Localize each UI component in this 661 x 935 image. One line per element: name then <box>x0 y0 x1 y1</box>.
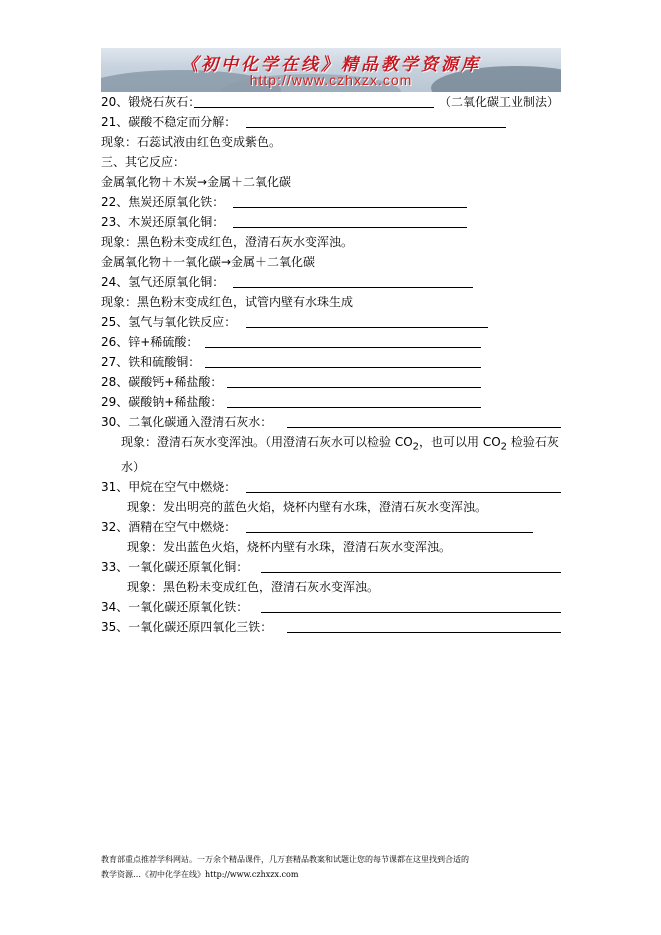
exercise-27 <box>101 352 563 372</box>
phenomenon-23: 现象：黑色粉未变成红色，澄清石灰水变浑浊。 <box>101 235 354 249</box>
exercise-31 <box>101 477 563 497</box>
exercise-note: （二氧化碳工业制法） <box>439 95 560 109</box>
exercise-label: 20、锻烧石灰石： <box>101 95 201 109</box>
answer-blank[interactable] <box>287 632 561 633</box>
exercise-label: 22、焦炭还原氧化铁： <box>101 195 225 209</box>
exercise-20 <box>101 92 563 112</box>
exercise-label: 30、二氧化碳通入澄清石灰水： <box>101 415 273 429</box>
phenomenon-33: 现象：黑色粉未变成红色，澄清石灰水变浑浊。 <box>127 580 380 595</box>
exercise-29 <box>101 392 563 412</box>
answer-blank[interactable] <box>233 207 467 208</box>
header-banner <box>101 48 561 92</box>
exercise-30 <box>101 412 563 432</box>
answer-blank[interactable] <box>246 492 561 493</box>
exercise-label: 21、碳酸不稳定而分解： <box>101 115 237 129</box>
formula-rule: 金属氧化物＋木炭→金属＋二氧化碳 <box>101 175 292 189</box>
exercise-label: 34、一氧化碳还原氧化铁： <box>101 600 249 615</box>
banner-url: http://www.czhxzx.com <box>249 72 413 88</box>
answer-blank[interactable] <box>261 572 561 573</box>
exercise-34 <box>101 597 563 617</box>
formula-rule: 金属氧化物＋一氧化碳→金属＋二氧化碳 <box>101 255 316 269</box>
exercise-25 <box>101 312 563 332</box>
exercise-35 <box>101 617 563 637</box>
exercise-label: 27、铁和硫酸铜： <box>101 355 201 369</box>
answer-blank[interactable] <box>233 287 473 288</box>
exercise-26 <box>101 332 563 352</box>
exercise-24 <box>101 272 563 292</box>
exercise-label: 23、木炭还原氧化铜： <box>101 215 225 229</box>
banner-title: 《初中化学在线》精品教学资源库 <box>181 55 481 75</box>
exercise-22 <box>101 192 563 212</box>
phenomenon-31: 现象：发出明亮的蓝色火焰，烧杯内壁有水珠，澄清石灰水变浑浊。 <box>127 500 488 515</box>
phenomenon-32: 现象：发出蓝色火焰，烧杯内壁有水珠，澄清石灰水变浑浊。 <box>127 540 452 555</box>
answer-blank[interactable] <box>205 347 481 348</box>
phenomenon-21: 现象：石蕊试液由红色变成紫色。 <box>101 135 282 149</box>
page-footer <box>101 852 571 882</box>
exercise-label: 31、甲烷在空气中燃烧： <box>101 480 237 495</box>
exercise-28 <box>101 372 563 392</box>
exercise-label: 25、氢气与氧化铁反应： <box>101 315 237 329</box>
answer-blank[interactable] <box>227 387 481 388</box>
answer-blank[interactable] <box>246 327 488 328</box>
exercise-32 <box>101 517 563 537</box>
answer-blank[interactable] <box>246 532 533 533</box>
exercise-23 <box>101 212 563 232</box>
answer-blank[interactable] <box>261 612 561 613</box>
footer-line: 教育部重点推荐学科网站。一万余个精品课件，几万套精品教案和试题让您的每节课都在这里找到合适的 <box>101 855 469 864</box>
answer-blank[interactable] <box>246 127 506 128</box>
exercise-label: 35、一氧化碳还原四氧化三铁： <box>101 620 273 635</box>
answer-blank[interactable] <box>227 407 481 408</box>
exercise-label: 24、氢气还原氧化铜： <box>101 275 225 289</box>
answer-blank[interactable] <box>233 227 467 228</box>
answer-blank[interactable] <box>287 427 561 428</box>
footer-line: 教学资源…《初中化学在线》http://www.czhxzx.com <box>101 870 299 879</box>
exercise-label: 32、酒精在空气中燃烧： <box>101 520 237 535</box>
exercise-21 <box>101 112 563 132</box>
phenomenon-30: 现象：澄清石灰水变浑浊。（用澄清石灰水可以检验 $CO_2$，也可以用 $CO_2$ 检验石灰水） <box>121 435 559 475</box>
exercise-label: 26、锌+稀硫酸： <box>101 335 199 349</box>
exercise-label: 29、碳酸钠+稀盐酸： <box>101 395 223 409</box>
exercise-33 <box>101 557 563 577</box>
exercise-list <box>101 92 563 637</box>
section-heading: 三、其它反应： <box>101 155 186 169</box>
answer-blank[interactable] <box>194 107 434 108</box>
exercise-label: 33、一氧化碳还原氧化铜： <box>101 560 249 575</box>
exercise-label: 28、碳酸钙+稀盐酸： <box>101 375 223 389</box>
answer-blank[interactable] <box>205 367 481 368</box>
phenomenon-24: 现象：黑色粉末变成红色，试管内壁有水珠生成 <box>101 295 354 309</box>
